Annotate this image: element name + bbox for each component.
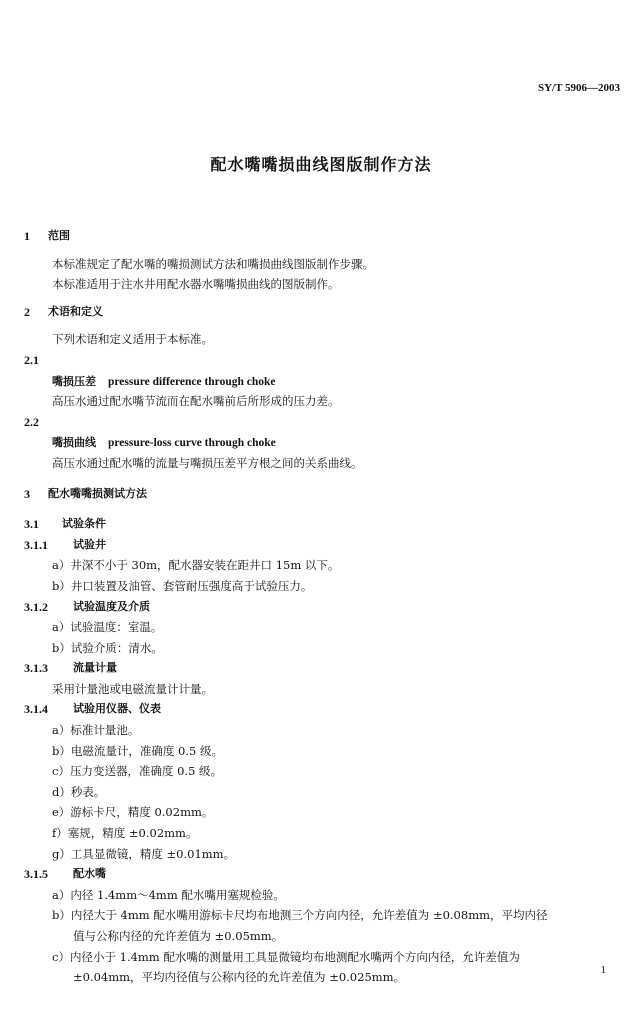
- list-item: [0, 576, 642, 597]
- section-title: 术语和定义: [48, 304, 103, 318]
- list-item: [0, 782, 642, 803]
- list-item: [0, 617, 642, 638]
- subsection-number: 3.1.5: [24, 867, 48, 882]
- subsection-heading: [0, 412, 642, 433]
- list-item: [0, 741, 642, 762]
- list-item-text: d）秒表。: [52, 784, 106, 799]
- list-item: [0, 905, 642, 926]
- paragraph: [0, 329, 642, 350]
- term-english: pressure difference through choke: [108, 375, 276, 388]
- subsection-number: 3.1.2: [24, 599, 48, 614]
- section-number: 1: [24, 229, 30, 243]
- list-item-text: ±0.04mm，平均内径值与公称内径的允许差值为 ±0.025mm。: [73, 970, 406, 985]
- list-item-text: b）内径大于 4mm 配水嘴用游标卡尺均布地测三个方向内径，允许差值为 ±0.08mm，平均内径: [52, 908, 548, 923]
- term-chinese: 嘴损曲线: [52, 436, 96, 450]
- subsection-number: 3.1: [24, 517, 39, 532]
- subsection-heading: [0, 658, 642, 679]
- subsection-title: 试验条件: [62, 517, 106, 531]
- list-item-text: g）工具显微镜，精度 ±0.01mm。: [52, 846, 236, 861]
- section-number: 2: [24, 304, 30, 319]
- subsection-number: 3.1.3: [24, 661, 48, 676]
- subsection-title: 试验井: [73, 537, 106, 551]
- paragraph-text: 本标准规定了配水嘴的嘴损测试方法和嘴损曲线图版制作步骤。: [52, 256, 374, 271]
- subsection-heading: [0, 699, 642, 720]
- subsection-heading: [0, 535, 642, 556]
- section-title: 范围: [48, 229, 70, 242]
- term-chinese: 嘴损压差: [52, 374, 96, 388]
- list-item-text: a）标准计量池。: [52, 723, 140, 738]
- list-item-text: c）内径小于 1.4mm 配水嘴的测量用工具显微镜均布地测配水嘴两个方向内径，允许差值为: [52, 949, 520, 964]
- term-definition: [0, 391, 642, 412]
- section-number: 3: [24, 486, 30, 501]
- subsection-number: 3.1.1: [24, 537, 48, 552]
- paragraph-text: 下列术语和定义适用于本标准。: [52, 332, 213, 347]
- section-2-heading: [0, 302, 642, 323]
- list-item: [0, 844, 642, 865]
- subsection-title: 配水嘴: [73, 867, 106, 881]
- subsection-heading: [0, 350, 642, 371]
- list-item: [0, 638, 642, 659]
- subsection-title: 流量计量: [73, 661, 117, 675]
- paragraph: [0, 679, 642, 700]
- definition-text: 高压水通过配水嘴节流而在配水嘴前后所形成的压力差。: [52, 394, 340, 409]
- list-item-text: b）电磁流量计，准确度 0.5 级。: [52, 743, 223, 758]
- list-item: [0, 885, 642, 906]
- subsection-title: 试验温度及介质: [73, 599, 150, 613]
- list-item-continuation: [0, 926, 642, 947]
- list-item-text: 值与公称内径的允许差值为 ±0.05mm。: [73, 929, 284, 943]
- subsection-heading: [0, 597, 642, 618]
- list-item: [0, 555, 642, 576]
- document-title: 配水嘴嘴损曲线图版制作方法: [210, 155, 432, 174]
- section-3-heading: [0, 484, 642, 505]
- term-definition: [0, 453, 642, 474]
- standard-code: SY/T 5906—2003: [537, 82, 620, 94]
- list-item: [0, 947, 642, 968]
- list-item-continuation: [0, 967, 642, 988]
- paragraph-text: 本标准适用于注水井用配水器水嘴嘴损曲线的图版制作。: [52, 277, 340, 292]
- list-item: [0, 802, 642, 823]
- list-item-text: b）试验介质：清水。: [52, 640, 163, 655]
- definition-text: 高压水通过配水嘴的流量与嘴损压差平方根之间的关系曲线。: [52, 455, 363, 470]
- subsection-heading: [0, 514, 642, 535]
- term-english: pressure-loss curve through choke: [108, 437, 276, 450]
- list-item: [0, 761, 642, 782]
- list-item: [0, 823, 642, 844]
- list-item-text: a）内径 1.4mm～4mm 配水嘴用塞规检验。: [52, 887, 285, 902]
- paragraph: [0, 274, 642, 295]
- list-item-text: a）井深不小于 30m，配水器安装在距井口 15m 以下。: [52, 558, 340, 573]
- list-item-text: a）试验温度：室温。: [52, 620, 163, 635]
- term: [52, 432, 276, 453]
- term-entry: [0, 371, 642, 392]
- section-title: 配水嘴嘴损测试方法: [48, 486, 147, 500]
- subsection-number: 2.2: [24, 414, 39, 429]
- page-number: 1: [600, 964, 606, 976]
- list-item-text: b）井口装置及油管、套管耐压强度高于试验压力。: [52, 578, 313, 593]
- section-1-heading: [0, 226, 642, 247]
- list-item: [0, 720, 642, 741]
- term: [52, 371, 276, 392]
- list-item-text: e）游标卡尺，精度 0.02mm。: [52, 805, 214, 820]
- subsection-heading: [0, 864, 642, 885]
- list-item-text: c）压力变送器，准确度 0.5 级。: [52, 764, 223, 779]
- subsection-title: 试验用仪器、仪表: [73, 702, 161, 716]
- paragraph: [0, 254, 642, 275]
- term-entry: [0, 432, 642, 453]
- subsection-number: 3.1.4: [24, 702, 48, 717]
- list-item-text: f）塞规，精度 ±0.02mm。: [52, 826, 198, 841]
- document-body: [0, 226, 642, 988]
- paragraph-text: 采用计量池或电磁流量计计量。: [52, 681, 213, 696]
- subsection-number: 2.1: [24, 352, 39, 367]
